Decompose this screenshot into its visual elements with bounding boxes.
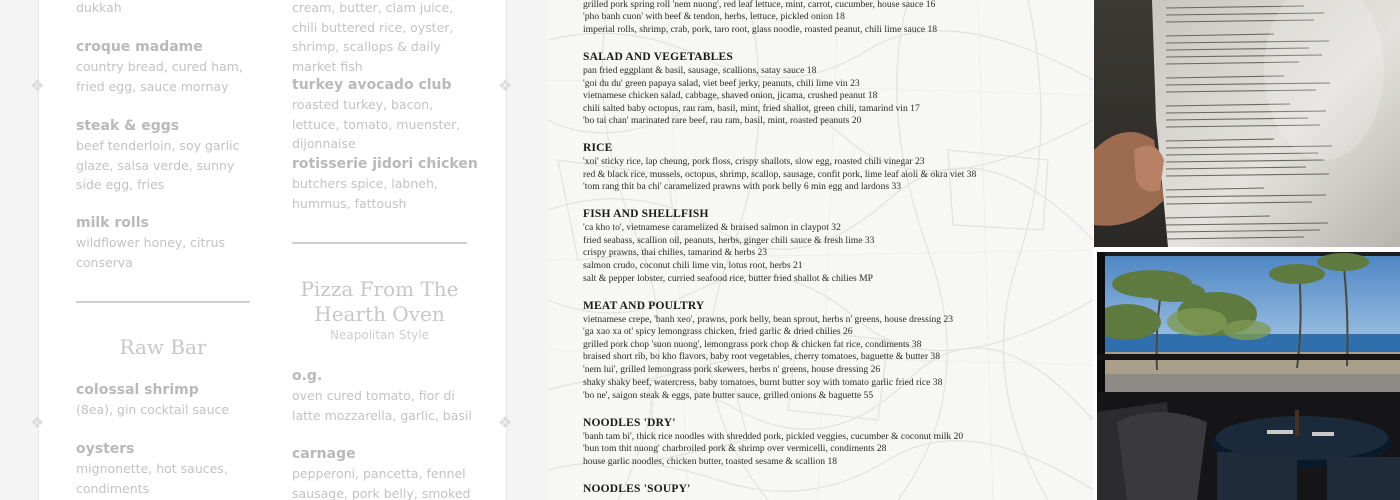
- dish-line: vietnamese chicken salad, cabbage, shaved onion, jicama, crushed peanut 18: [583, 90, 878, 101]
- dish-line: grilled pork chop 'suon nuong', lemongrass pork chop & chicken fat rice, condiments 38: [583, 339, 922, 350]
- menu-item: [76, 38, 256, 96]
- dish-line: crispy prawns, thai chilies, tamarind & herbs 23: [583, 247, 768, 258]
- menu-item-title: turkey avocado club: [292, 77, 452, 93]
- section-divider: [292, 242, 467, 244]
- dish-line: 'bo tai chan' marinated rare beef, rau ram, basil, mint, roasted peanuts 20: [583, 115, 862, 126]
- menu-item-desc: mignonette, hot sauces, condiments: [76, 461, 228, 496]
- menu-item-title: croque madame: [76, 39, 203, 55]
- menu-item-desc: roasted turkey, bacon, lettuce, tomato, muenster, dijonnaise: [292, 97, 461, 151]
- menu-item-title: o.g.: [292, 368, 323, 384]
- dish-line: chili salted baby octopus, rau ram, basil, mint, fried shallot, green chili, tamarind vin 17: [583, 103, 920, 114]
- dish-line: 'pho banh cuon' with beef & tendon, herbs, lettuce, pickled onion 18: [583, 11, 845, 22]
- dish-line: 'banh tam bi', thick rice noodles with shredded pork, pickled veggies, cucumber & coconut milk 20: [583, 431, 964, 442]
- dish-line: pan fried eggplant & basil, sausage, scallions, satay sauce 18: [583, 65, 817, 76]
- menu-photo: [1094, 0, 1400, 247]
- menu-item: [76, 440, 256, 498]
- menu-item-title: steak & eggs: [76, 118, 180, 134]
- dish-line: 'goi du du' green papaya salad, viet beef jerky, peanuts, chili lime vin 23: [583, 78, 860, 89]
- pizza-subheading: Neapolitan Style: [330, 328, 429, 342]
- menu-item-title: milk rolls: [76, 215, 149, 231]
- menu-item: [292, 76, 472, 154]
- menu-item-desc: dukkah: [76, 0, 122, 15]
- menu-item: [76, 381, 256, 420]
- dish-line: 'bo ne', saigon steak & eggs, pate butter sauce, grilled onions & baguette 55: [583, 390, 874, 401]
- menu-item-desc: oven cured tomato, fior di latte mozzarella, garlic, basil: [292, 388, 472, 423]
- section-heading: FISH AND SHELLFISH: [583, 208, 709, 220]
- menu-item-desc: wildflower honey, citrus conserva: [76, 235, 225, 270]
- raw-bar-heading: Raw Bar: [119, 335, 207, 359]
- menu-item: [76, 117, 256, 195]
- menu-item-desc: beef tenderloin, soy garlic glaze, salsa verde, sunny side egg, fries: [76, 138, 240, 192]
- menu-item-title: rotisserie jidori chicken: [292, 156, 478, 172]
- ornament-icon: ❖: [498, 76, 513, 95]
- menu-photo-image: [1094, 0, 1400, 247]
- section-heading: SALAD AND VEGETABLES: [583, 51, 733, 63]
- section-heading: MEAT AND POULTRY: [583, 300, 705, 312]
- left-menu-panel: [0, 0, 548, 500]
- menu-item-desc: butchers spice, labneh, hummus, fattoush: [292, 176, 438, 211]
- pizza-heading-line-1: Pizza From The: [300, 277, 459, 301]
- menu-item: [76, 0, 256, 18]
- printed-menu-panel: [548, 0, 1093, 500]
- menu-item-desc: country bread, cured ham, fried egg, sauce mornay: [76, 59, 243, 94]
- dish-line: imperial rolls, shrimp, crab, pork, taro root, glass noodle, roasted peanut, chili lime sauce 18: [583, 24, 938, 35]
- pizza-heading-line-2: Hearth Oven: [314, 302, 445, 326]
- dish-line: 'xoi' sticky rice, lap cheung, pork floss, crispy shallots, slow egg, roasted chili vinegar 23: [583, 156, 925, 167]
- menu-item-desc: cream, butter, clam juice, chili buttered rice, oyster, shrimp, scallops & daily market fish: [292, 0, 454, 74]
- photo-column: [1093, 0, 1400, 500]
- menu-item: [292, 367, 472, 425]
- dish-line: fried seabass, scallion oil, peanuts, herbs, ginger chili sauce & fresh lime 33: [583, 235, 875, 246]
- dish-line: braised short rib, bo kho flavors, baby root vegetables, cherry tomatoes, baguette & butter 38: [583, 351, 941, 362]
- section-heading: NOODLES 'SOUPY': [583, 483, 691, 495]
- menu-item: [292, 0, 472, 76]
- menu-item-title: colossal shrimp: [76, 382, 199, 398]
- section-divider: [76, 301, 250, 303]
- ornament-icon: ❖: [498, 413, 513, 432]
- dish-line: 'nem lui', grilled lemongrass pork skewers, herbs n' greens, house dressing 26: [583, 364, 881, 375]
- window-view-photo: [1097, 252, 1400, 500]
- dish-line: grilled pork spring roll 'nem nuong', red leaf lettuce, mint, carrot, cucumber, house sauce 16: [583, 0, 936, 10]
- dish-line: 'bun tom thit nuong' charbroiled pork & shrimp over vermicelli, condiments 28: [583, 443, 887, 454]
- ornament-icon: ❖: [30, 413, 45, 432]
- menu-item-title: carnage: [292, 446, 356, 462]
- dish-line: 'ca kho to', vietnamese caramelized & braised salmon in claypot 32: [583, 222, 841, 233]
- dish-line: salt & pepper lobster, curried seafood rice, butter fried shallot & chilies MP: [583, 273, 874, 284]
- dish-line: 'ga xao xa ot' spicy lemongrass chicken, fried garlic & dried chilies 26: [583, 326, 853, 337]
- menu-item-title: oysters: [76, 441, 135, 457]
- menu-item: [292, 445, 472, 500]
- window-view-image: [1097, 252, 1400, 500]
- dish-line: shaky shaky beef, watercress, baby tomatoes, burnt butter soy with tomato garlic fried rice 38: [583, 377, 943, 388]
- pizza-heading: [292, 277, 467, 327]
- menu-item-desc: pepperoni, pancetta, fennel sausage, pork belly, smoked: [292, 466, 471, 500]
- ornament-icon: ❖: [30, 76, 45, 95]
- menu-item-desc: (8ea), gin cocktail sauce: [76, 402, 230, 417]
- section-heading: NOODLES 'DRY': [583, 417, 676, 429]
- menu-item: [76, 214, 256, 272]
- dish-line: vietnamese crepe, 'banh xeo', prawns, pork belly, bean sprout, herbs n' greens, house dressing 23: [583, 314, 954, 325]
- menu-item: [292, 155, 478, 213]
- dish-line: house garlic noodles, chicken butter, toasted sesame & scallion 18: [583, 456, 838, 467]
- dish-line: salmon crudo, coconut chili lime vin, lotus root, herbs 21: [583, 260, 803, 271]
- section-heading: RICE: [583, 142, 613, 154]
- dish-line: 'tom rang thit ba chi' caramelized prawns with pork belly 6 min egg and lardons 33: [583, 181, 902, 192]
- dish-line: red & black rice, mussels, octopus, shrimp, scallop, sausage, confit pork, lime leaf aioli & okra viet 38: [583, 169, 977, 180]
